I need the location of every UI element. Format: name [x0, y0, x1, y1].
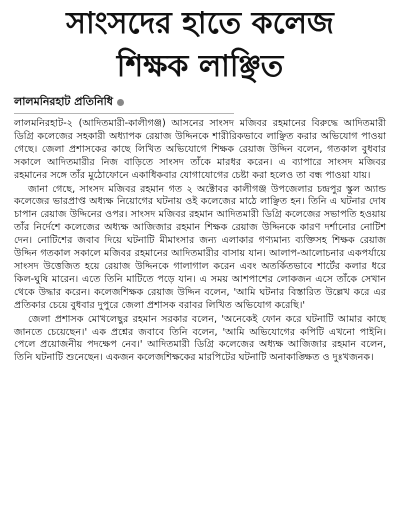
headline-line-2: শিক্ষক লাঞ্ছিত: [116, 49, 284, 84]
byline: [14, 94, 386, 110]
bullet-icon: [117, 99, 124, 106]
paragraph-3: জেলা প্রশাসক মোখলেছুর রহমান সরকার বলেন, 'অনেকেই ফোন করে ঘটনাটি আমার কাছে জানতে চেয়েছেন।' এক প্রশ্নের জবাবে তিনি বলেন, 'আমি অভিযোগের কপিটি এখনো পাইনি। পেলে প্রয়োজনীয় পদক্ষেপ নেব।' আদিতমারী ডিগ্রি কলেজের অধ্যক্ষ আজিজার রহমান বলেন, তিনি ঘটনাটি শুনেছেন। একজন কলেজশিক্ষকের মারপিটের ঘটনাটি অনাকাঙ্ক্ষিত ও দুঃখজনক।: [14, 313, 386, 364]
paragraph-1: লালমনিরহাট-২ (আদিতমারী-কালীগঞ্জ) আসনের সাংসদ মজিবর রহমানের বিরুদ্ধে আদিতমারী ডিগ্রি কলেজের সহকারী অধ্যাপক রেয়াজ উদ্দিনকে শারীরিকভাবে লাঞ্ছিত করার অভিযোগ পাওয়া গেছে। জেলা প্রশাসকের কাছে লিখিত অভিযোগে শিক্ষক রেয়াজ উদ্দিন বলেন, গতকাল বুধবার সকালে আদিতমারীর নিজ বাড়িতে সাংসদ তাঁকে মারধর করেন। এ ব্যাপারে সাংসদ মজিবর রহমানের সঙ্গে তাঁর মুঠোফোনে একাধিকবার যোগাযোগের চেষ্টা করা হলেও তা বন্ধ পাওয়া যায়।: [14, 118, 387, 181]
article-body: [14, 118, 386, 365]
headline-line-1: সাংসদের হাতে কলেজ: [66, 6, 334, 41]
byline-divider: [14, 113, 234, 114]
paragraph-2: জানা গেছে, সাংসদ মজিবর রহমান গত ২ অক্টোবর কালীগঞ্জ উপজেলার চন্দ্রপুর স্কুল অ্যান্ড কলেজের ভারপ্রাপ্ত অধ্যক্ষ নিয়োগের ঘটনায় ওই কলেজের মাঠে লাঞ্ছিত হন। তিনি এ ঘটনার দোষ চাপান রেয়াজ উদ্দিনের ওপর। সাংসদ মজিবর রহমান আদিতমারী ডিগ্রি কলেজের সভাপতি হওয়ায় তাঁর নির্দেশে কলেজের অধ্যক্ষ আজিজার রহমান শিক্ষক রেয়াজ উদ্দিনকে কারণ দর্শানোর নোটিশ দেন। নোটিশের জবাব দিয়ে ঘটনাটি মীমাংসার জন্য এলাকার গণ্যমান্য ব্যক্তিসহ শিক্ষক রেয়াজ উদ্দিন গতকাল সকালে মজিবর রহমানের আদিতমারীর বাসায় যান। আলাপ-আলোচনার একপর্যায়ে সাংসদ উত্তেজিত হয়ে রেয়াজ উদ্দিনকে গালাগাল করেন এবং অতর্কিতভাবে শার্টের কলার ধরে কিল-ঘুষি মারেন। এতে তিনি মাটিতে পড়ে যান। এ সময় আশপাশের লোকজন এসে তাঁকে সেখান থেকে উদ্ধার করেন। কলেজশিক্ষক রেয়াজ উদ্দিন বলেন, 'আমি ঘটনার বিস্তারিত উল্লেখ করে এর প্রতিকার চেয়ে বুধবার দুপুরে জেলা প্রশাসক বরাবর লিখিত অভিযোগ করেছি।': [14, 183, 386, 311]
byline-text: লালমনিরহাট প্রতিনিধি: [14, 95, 113, 108]
